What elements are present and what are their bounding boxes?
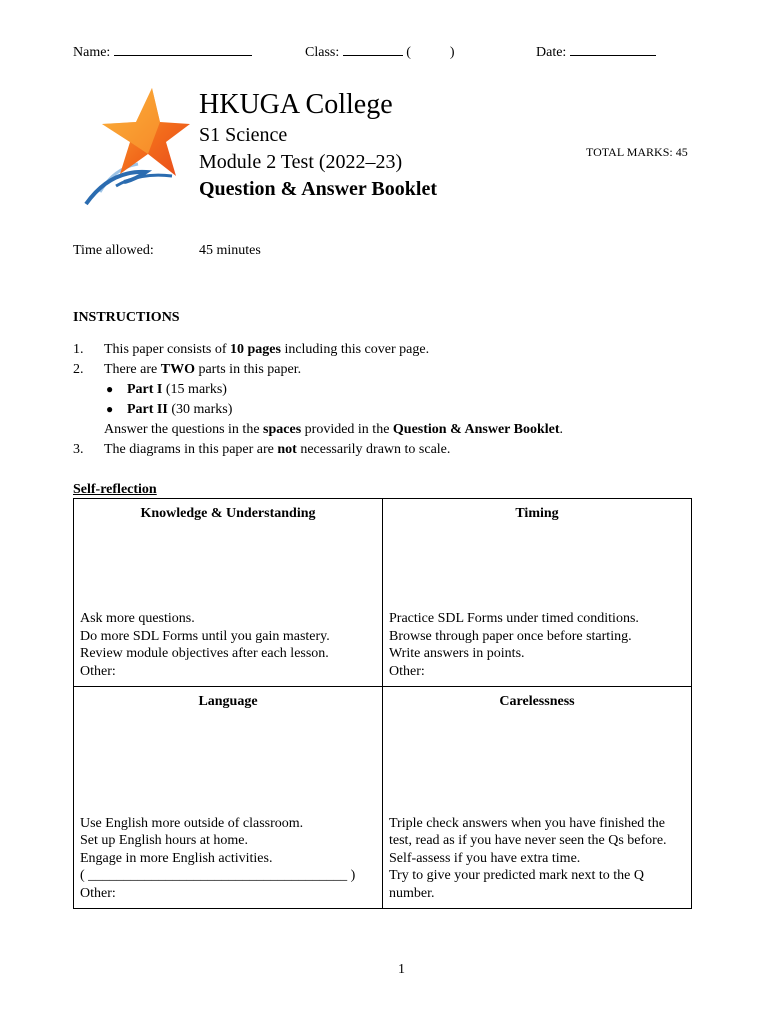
school-logo-icon: [80, 84, 192, 208]
class-label: Class:: [305, 45, 340, 60]
total-marks: TOTAL MARKS: 45: [586, 145, 688, 159]
reflection-option[interactable]: Other:: [80, 885, 116, 901]
subject-title: S1 Science: [199, 124, 288, 146]
reflection-cell-language: [74, 687, 383, 909]
name-blank[interactable]: [114, 43, 252, 56]
reflection-option[interactable]: Set up English hours at home.: [80, 833, 248, 848]
cell-title: Timing: [515, 506, 559, 521]
test-title: Module 2 Test (2022–23): [199, 151, 403, 173]
class-number-open-paren: (: [406, 45, 411, 60]
instruction-number: 2.: [73, 362, 84, 377]
reflection-cell-knowledge: [74, 499, 383, 687]
date-field: [536, 43, 656, 61]
page-number: 1: [398, 962, 405, 977]
bullet-icon: ●: [106, 402, 114, 416]
date-blank[interactable]: [570, 43, 656, 56]
date-label: Date:: [536, 45, 567, 60]
reflection-option[interactable]: Review module objectives after each lesson.: [80, 646, 329, 661]
reflection-option[interactable]: Use English more outside of classroom.: [80, 815, 304, 831]
cell-title: Carelessness: [499, 694, 575, 709]
reflection-option[interactable]: Other:: [80, 663, 116, 679]
cell-items: [389, 815, 685, 903]
instruction-text: There are TWO parts in this paper.: [104, 362, 302, 377]
answer-instruction: Answer the questions in the spaces provided in the Question & Answer Booklet.: [104, 422, 564, 437]
reflection-option[interactable]: Browse through paper once before starting.: [389, 628, 632, 644]
class-field: [305, 43, 455, 61]
school-name: HKUGA College: [199, 89, 393, 120]
reflection-cell-timing: [383, 499, 692, 687]
reflection-option[interactable]: Other:: [389, 663, 425, 679]
reflection-option[interactable]: Do more SDL Forms until you gain mastery.: [80, 628, 330, 644]
instruction-item: [0, 442, 768, 462]
class-blank[interactable]: [343, 43, 403, 56]
reflection-option[interactable]: Try to give your predicted mark next to the Q number.: [389, 868, 644, 901]
name-field: [73, 43, 252, 61]
instruction-text: This paper consists of 10 pages including this cover page.: [104, 342, 430, 357]
reflection-option[interactable]: Engage in more English activities.: [80, 850, 273, 866]
reflection-option[interactable]: Practice SDL Forms under timed conditions.: [389, 611, 639, 626]
instructions-heading: INSTRUCTIONS: [73, 310, 180, 325]
part-item: [0, 402, 768, 422]
reflection-option[interactable]: Triple check answers when you have finished the test, read as if you have never seen the Qs before.: [389, 815, 667, 848]
instruction-item: [0, 342, 768, 362]
self-reflection-heading: Self-reflection: [73, 482, 157, 497]
time-allowed-value: 45 minutes: [199, 243, 261, 258]
instruction-number: 3.: [73, 442, 84, 457]
cell-items: [80, 815, 376, 903]
cell-items: [80, 610, 376, 680]
reflection-option-blank[interactable]: ( _____________________________________ ): [80, 868, 356, 883]
bullet-icon: ●: [106, 382, 114, 396]
reflection-cell-carelessness: [383, 687, 692, 909]
part-text: Part II (30 marks): [127, 402, 233, 417]
reflection-option[interactable]: Write answers in points.: [389, 646, 525, 661]
instruction-number: 1.: [73, 342, 84, 357]
booklet-title: Question & Answer Booklet: [199, 178, 437, 200]
instruction-item: [0, 362, 768, 382]
part-text: Part I (15 marks): [127, 382, 227, 397]
reflection-option[interactable]: Ask more questions.: [80, 611, 195, 626]
cell-items: [389, 610, 685, 680]
part-item: [0, 382, 768, 402]
time-allowed-label: Time allowed:: [73, 243, 154, 258]
self-reflection-table: [73, 498, 692, 909]
reflection-option[interactable]: Self-assess if you have extra time.: [389, 850, 581, 866]
instruction-text: The diagrams in this paper are not necessarily drawn to scale.: [104, 442, 451, 457]
cell-title: Knowledge & Understanding: [140, 506, 316, 521]
cell-title: Language: [198, 694, 258, 709]
name-label: Name:: [73, 45, 111, 60]
class-number-close-paren: ): [449, 45, 455, 60]
